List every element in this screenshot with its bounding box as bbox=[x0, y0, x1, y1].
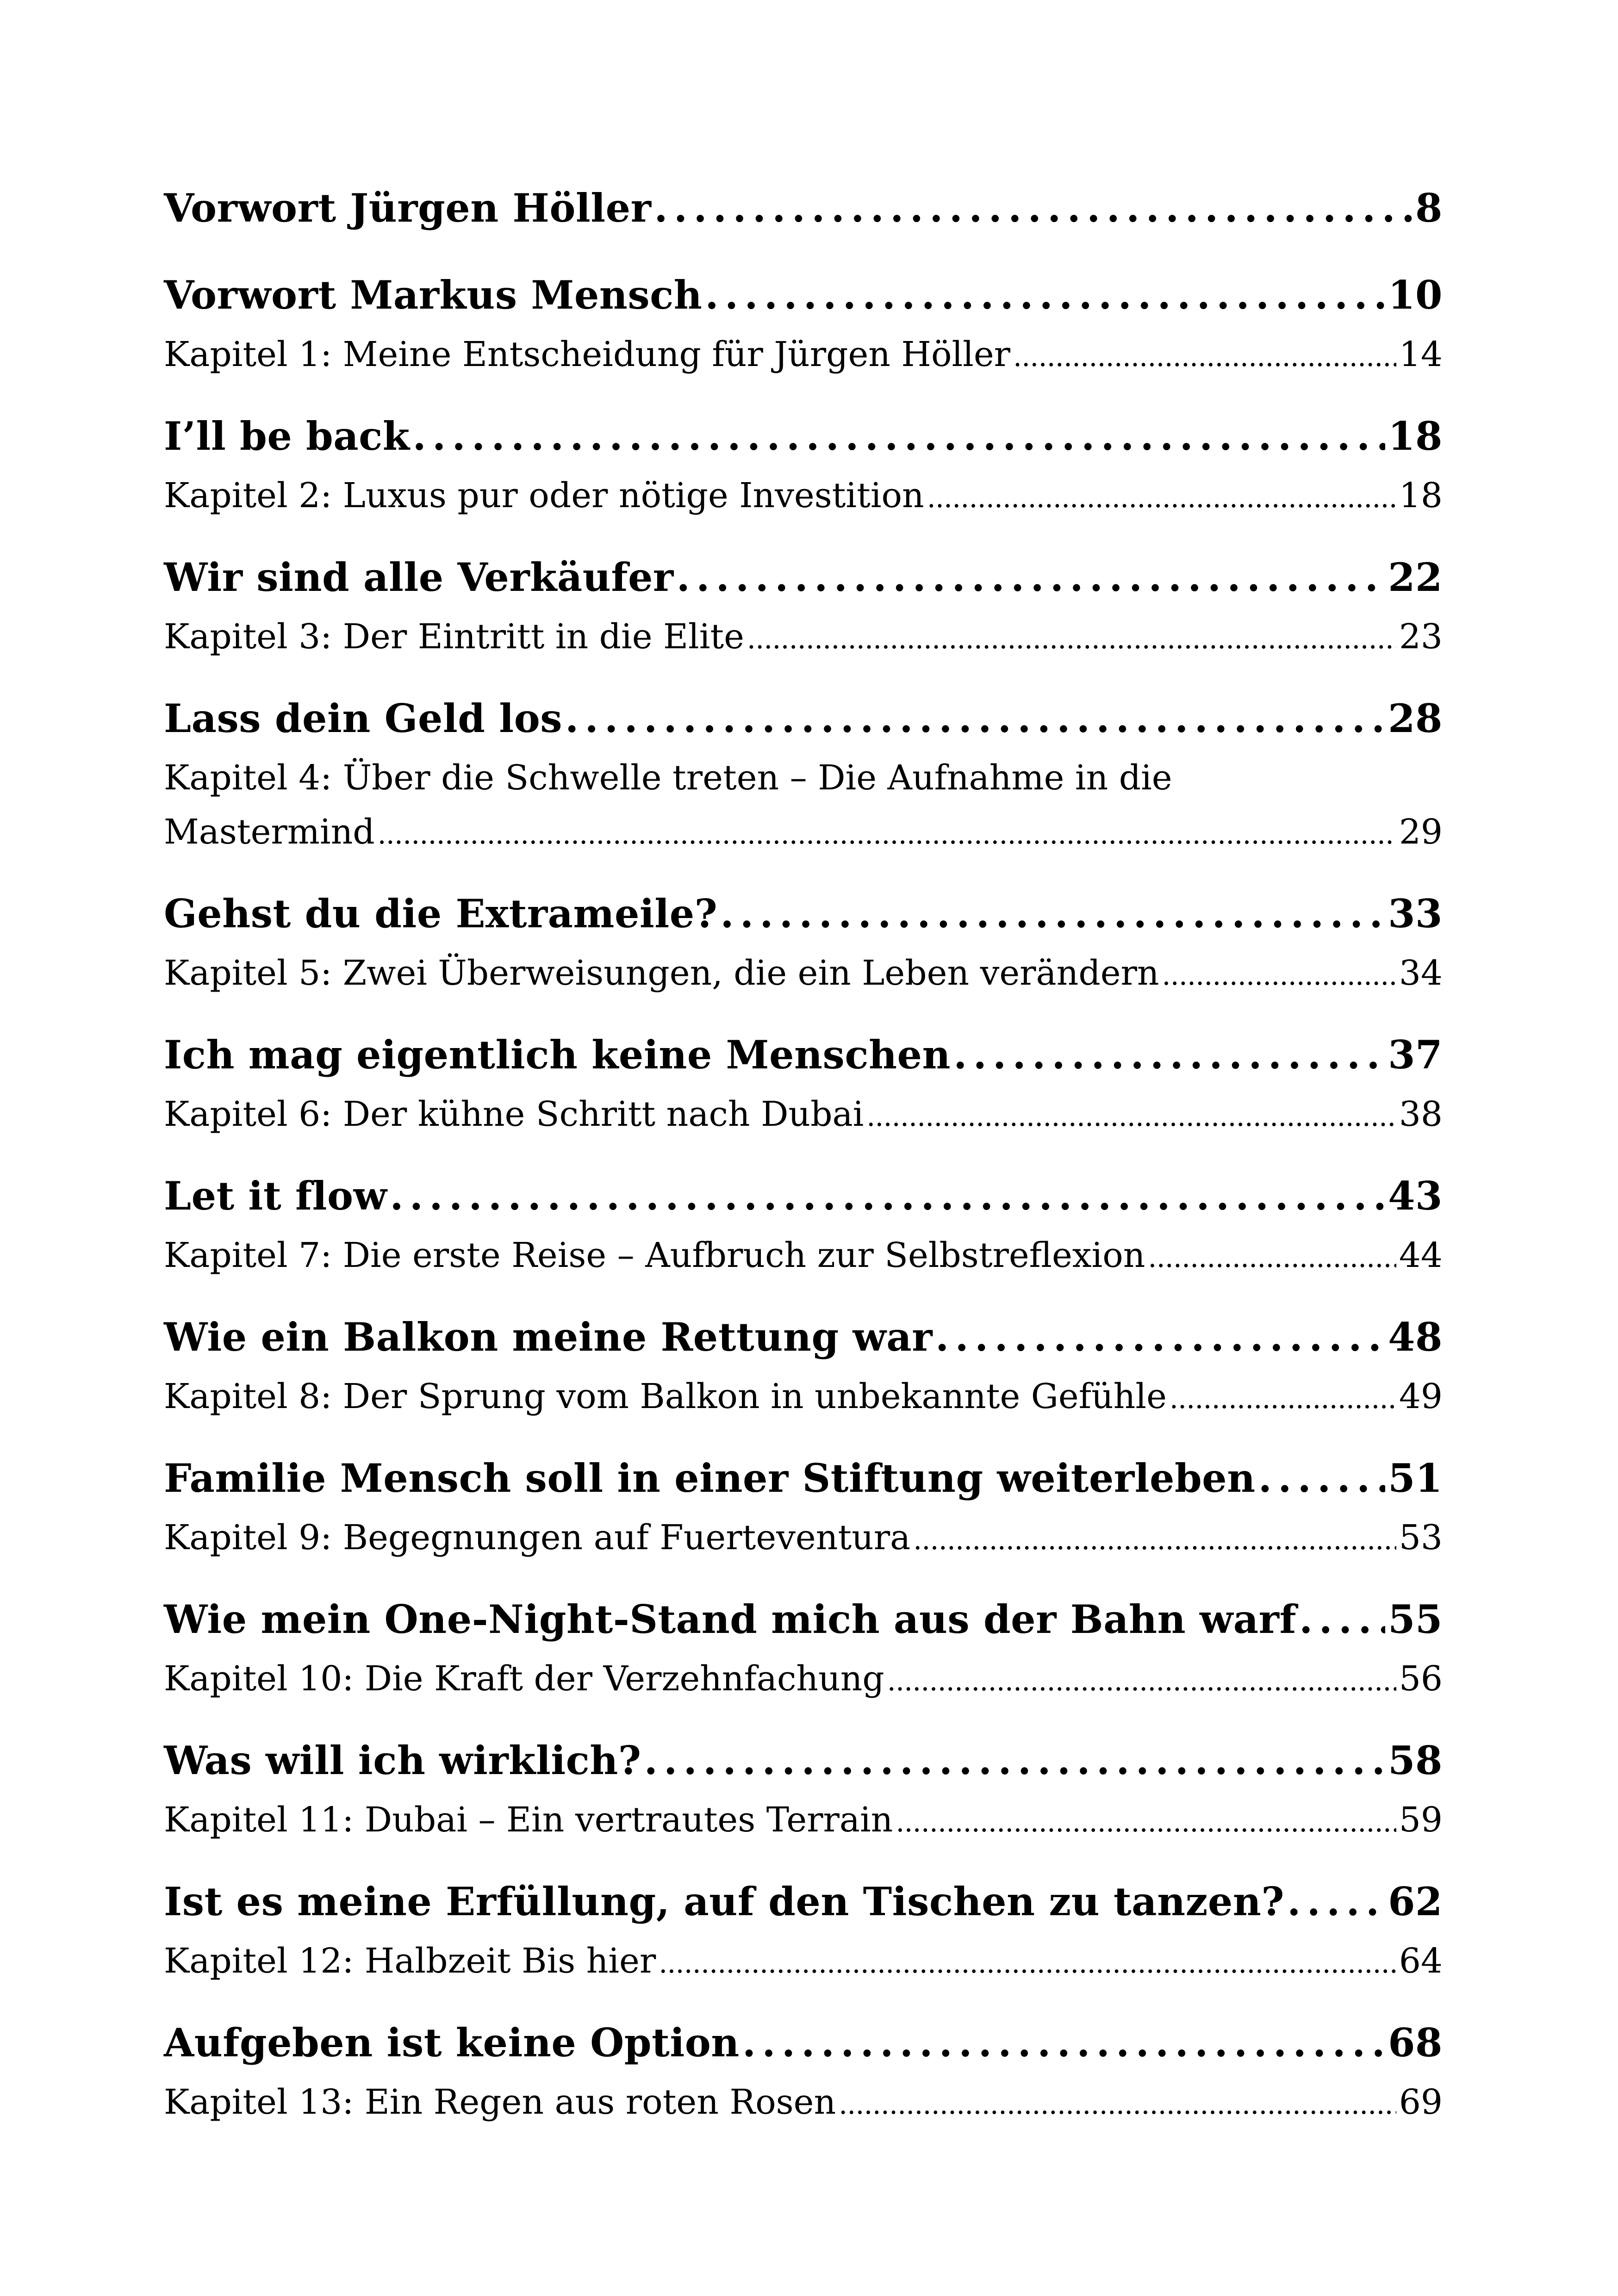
toc-chapter-title: Wie mein One-Night-Stand mich aus der Bahn warf bbox=[164, 1596, 1297, 1642]
dot-leader bbox=[913, 1511, 1396, 1567]
toc-chapter-title: I’ll be back bbox=[164, 413, 410, 459]
toc-sub-title: Kapitel 11: Dubai – Ein vertrautes Terrain bbox=[164, 1800, 893, 1840]
toc-section bbox=[164, 1869, 1443, 1988]
dot-leader bbox=[720, 881, 1385, 946]
toc-sub-title: Mastermind bbox=[164, 812, 375, 852]
dot-leader bbox=[677, 545, 1385, 610]
toc-sub-title: Kapitel 5: Zwei Überweisungen, die ein Leben verändern bbox=[164, 953, 1159, 993]
dot-leader bbox=[565, 686, 1385, 751]
toc-chapter-entry[interactable] bbox=[164, 263, 1443, 328]
toc-chapter-title: Wie ein Balkon meine Rettung war bbox=[164, 1314, 933, 1360]
toc-section bbox=[164, 1587, 1443, 1706]
toc-sub-entry[interactable] bbox=[164, 1229, 1443, 1283]
toc-sub-entry[interactable] bbox=[164, 805, 1443, 859]
dot-leader bbox=[659, 1934, 1396, 1991]
toc-section bbox=[164, 545, 1443, 664]
toc-section bbox=[164, 263, 1443, 382]
dot-leader bbox=[1170, 1370, 1396, 1426]
toc-sub-title: Kapitel 3: Der Eintritt in die Elite bbox=[164, 617, 744, 657]
toc-chapter-page: 10 bbox=[1388, 272, 1443, 318]
toc-sub-title: Kapitel 6: Der kühne Schritt nach Dubai bbox=[164, 1094, 864, 1134]
toc-sub-entry[interactable] bbox=[164, 946, 1443, 1000]
toc-chapter-title: Was will ich wirklich? bbox=[164, 1738, 641, 1783]
toc-sub-entry[interactable] bbox=[164, 1087, 1443, 1142]
toc-sub-entry[interactable] bbox=[164, 1793, 1443, 1847]
toc-chapter-page: 22 bbox=[1388, 554, 1443, 600]
toc-section bbox=[164, 1164, 1443, 1283]
toc-sub-page: 64 bbox=[1399, 1941, 1443, 1981]
dot-leader bbox=[654, 176, 1413, 241]
toc-sub-entry[interactable] bbox=[164, 328, 1443, 382]
dot-leader bbox=[1299, 1587, 1385, 1652]
toc-section bbox=[164, 686, 1443, 859]
toc-chapter-page: 37 bbox=[1388, 1032, 1443, 1078]
toc-section bbox=[164, 1446, 1443, 1565]
dot-leader bbox=[742, 2011, 1385, 2075]
toc-sub-page: 69 bbox=[1399, 2082, 1443, 2122]
toc-sub-title: Kapitel 1: Meine Entscheidung für Jürgen Höller bbox=[164, 335, 1011, 374]
toc-section bbox=[164, 404, 1443, 523]
toc-chapter-page: 48 bbox=[1388, 1314, 1443, 1360]
toc-sub-entry[interactable] bbox=[164, 1652, 1443, 1706]
dot-leader bbox=[1258, 1446, 1385, 1511]
dot-leader bbox=[887, 1652, 1396, 1708]
toc-sub-title: Kapitel 12: Halbzeit Bis hier bbox=[164, 1941, 656, 1981]
toc-chapter-title: Gehst du die Extrameile? bbox=[164, 891, 718, 937]
toc-chapter-entry[interactable] bbox=[164, 1728, 1443, 1793]
toc-chapter-page: 8 bbox=[1415, 185, 1443, 231]
toc-sub-page: 56 bbox=[1399, 1659, 1443, 1699]
toc-chapter-entry[interactable] bbox=[164, 2011, 1443, 2075]
toc-chapter-entry[interactable] bbox=[164, 1869, 1443, 1934]
dot-leader bbox=[1013, 328, 1396, 384]
toc-chapter-entry[interactable] bbox=[164, 176, 1443, 241]
toc-section bbox=[164, 176, 1443, 241]
toc-chapter-page: 55 bbox=[1388, 1596, 1443, 1642]
toc-chapter-title: Vorwort Jürgen Höller bbox=[164, 185, 652, 231]
toc-chapter-entry[interactable] bbox=[164, 1164, 1443, 1229]
dot-leader bbox=[1287, 1869, 1385, 1934]
dot-leader bbox=[378, 805, 1396, 862]
dot-leader bbox=[413, 404, 1386, 469]
dot-leader bbox=[747, 610, 1396, 666]
toc-sub-title: Kapitel 13: Ein Regen aus roten Rosen bbox=[164, 2082, 836, 2122]
toc-sub-title: Kapitel 9: Begegnungen auf Fuerteventura bbox=[164, 1518, 911, 1558]
toc-chapter-page: 18 bbox=[1388, 413, 1443, 459]
toc-sub-page: 38 bbox=[1399, 1094, 1443, 1134]
toc-section bbox=[164, 1023, 1443, 1142]
toc-sub-title-first-line[interactable]: Kapitel 4: Über die Schwelle treten – Die Aufnahme in die bbox=[164, 758, 1172, 798]
toc-chapter-title: Familie Mensch soll in einer Stiftung weiterleben bbox=[164, 1455, 1256, 1501]
toc-chapter-entry[interactable] bbox=[164, 881, 1443, 946]
toc-sub-page: 53 bbox=[1399, 1518, 1443, 1558]
toc-sub-page: 49 bbox=[1399, 1377, 1443, 1416]
toc-chapter-entry[interactable] bbox=[164, 1587, 1443, 1652]
toc-sub-entry[interactable] bbox=[164, 1511, 1443, 1565]
toc-section bbox=[164, 881, 1443, 1000]
toc-sub-page: 18 bbox=[1399, 476, 1443, 515]
toc-section bbox=[164, 1728, 1443, 1847]
dot-leader bbox=[866, 1087, 1396, 1144]
toc-chapter-page: 28 bbox=[1388, 695, 1443, 741]
toc-section bbox=[164, 2011, 1443, 2129]
toc-sub-page: 44 bbox=[1399, 1235, 1443, 1275]
dot-leader bbox=[935, 1305, 1385, 1370]
dot-leader bbox=[705, 263, 1385, 328]
toc-chapter-entry[interactable] bbox=[164, 1305, 1443, 1370]
toc-sub-entry[interactable] bbox=[164, 2075, 1443, 2129]
toc-chapter-page: 58 bbox=[1388, 1738, 1443, 1783]
toc-chapter-entry[interactable] bbox=[164, 404, 1443, 469]
toc-chapter-entry[interactable] bbox=[164, 545, 1443, 610]
toc-section bbox=[164, 1305, 1443, 1424]
toc-chapter-title: Wir sind alle Verkäufer bbox=[164, 554, 674, 600]
dot-leader bbox=[1162, 946, 1396, 1003]
toc-sub-page: 29 bbox=[1399, 812, 1443, 852]
toc-sub-title: Kapitel 8: Der Sprung vom Balkon in unbekannte Gefühle bbox=[164, 1377, 1167, 1416]
toc-sub-entry[interactable] bbox=[164, 610, 1443, 664]
dot-leader bbox=[839, 2075, 1396, 2132]
table-of-contents bbox=[164, 176, 1443, 2129]
toc-sub-page: 34 bbox=[1399, 953, 1443, 993]
toc-chapter-entry[interactable] bbox=[164, 686, 1443, 751]
toc-sub-title: Kapitel 2: Luxus pur oder nötige Investition bbox=[164, 476, 924, 515]
toc-chapter-page: 51 bbox=[1388, 1455, 1443, 1501]
toc-sub-title: Kapitel 7: Die erste Reise – Aufbruch zur Selbstreflexion bbox=[164, 1235, 1145, 1275]
dot-leader bbox=[1148, 1229, 1396, 1285]
toc-sub-page: 23 bbox=[1399, 617, 1443, 657]
toc-chapter-page: 33 bbox=[1388, 891, 1443, 937]
toc-chapter-page: 62 bbox=[1388, 1879, 1443, 1924]
toc-chapter-title: Vorwort Markus Mensch bbox=[164, 272, 703, 318]
toc-sub-entry[interactable] bbox=[164, 469, 1443, 523]
dot-leader bbox=[927, 469, 1396, 525]
toc-chapter-title: Aufgeben ist keine Option bbox=[164, 2020, 740, 2066]
toc-chapter-title: Ich mag eigentlich keine Menschen bbox=[164, 1032, 951, 1078]
toc-chapter-entry[interactable] bbox=[164, 1023, 1443, 1087]
toc-chapter-title: Ist es meine Erfüllung, auf den Tischen zu tanzen? bbox=[164, 1879, 1285, 1924]
toc-sub-page: 14 bbox=[1399, 335, 1443, 374]
toc-chapter-page: 68 bbox=[1388, 2020, 1443, 2066]
toc-sub-page: 59 bbox=[1399, 1800, 1443, 1840]
dot-leader bbox=[953, 1023, 1385, 1087]
dot-leader bbox=[390, 1164, 1385, 1229]
toc-sub-title: Kapitel 10: Die Kraft der Verzehnfachung bbox=[164, 1659, 884, 1699]
toc-chapter-entry[interactable] bbox=[164, 1446, 1443, 1511]
toc-chapter-title: Let it flow bbox=[164, 1173, 387, 1219]
toc-chapter-page: 43 bbox=[1388, 1173, 1443, 1219]
dot-leader bbox=[644, 1728, 1386, 1793]
toc-sub-entry[interactable] bbox=[164, 1934, 1443, 1988]
dot-leader bbox=[896, 1793, 1396, 1849]
toc-sub-entry[interactable] bbox=[164, 1370, 1443, 1424]
toc-chapter-title: Lass dein Geld los bbox=[164, 695, 563, 741]
